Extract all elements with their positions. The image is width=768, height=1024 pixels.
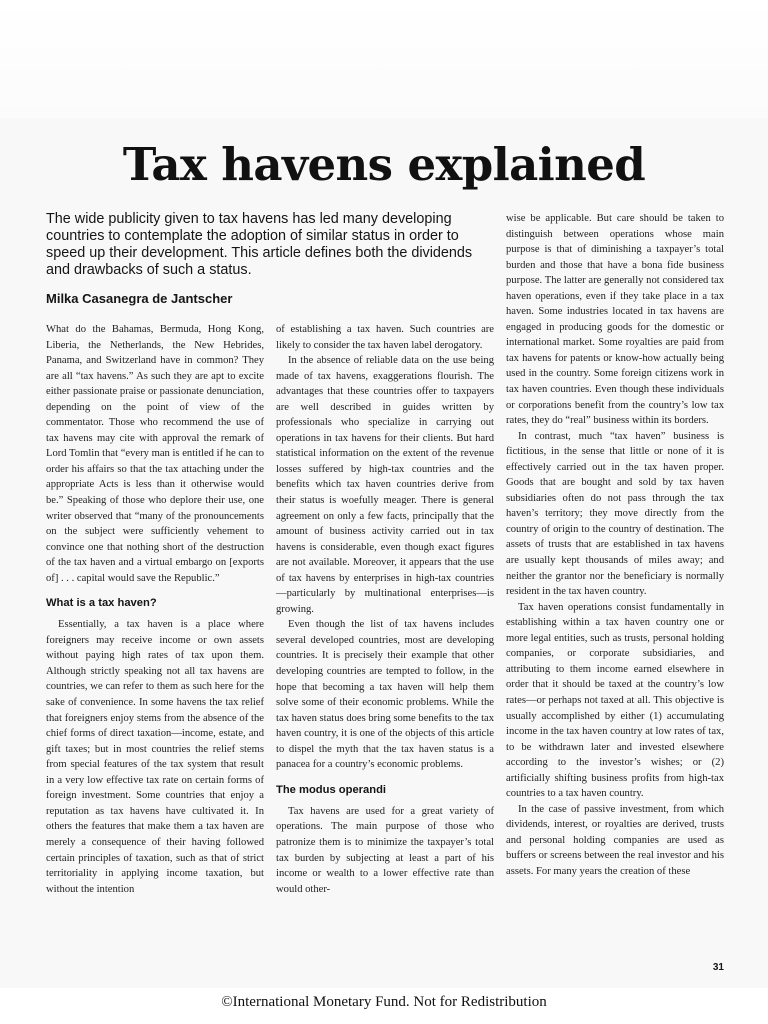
text-column-1 [46, 322, 264, 897]
article-title: Tax havens explained [122, 138, 646, 191]
paragraph: Tax haven operations consist fundamentally in establishing within a tax haven country one or more legal entities, such as trusts, personal holding companies, or corporate subsidiaries, and attributing to them income earned elsewhere in order that it should be taxed at the country’s low rates—or perhaps not taxed at all. This objective is usually accomplished by either (1) accumulating income in the tax haven country at low rates of tax, to be withdrawn later and invested elsewhere according to the investor’s wishes; or (2) artificially shifting business profits from high-tax countries to a tax haven country. [506, 601, 724, 800]
article-author: Milka Casanegra de Jantscher [46, 291, 233, 306]
paragraph: In the case of passive investment, from which dividends, interest, or royalties are derived, trusts and personal holding companies are used as buffers or screens between the real investor and his assets. For many years the creation of these [506, 803, 724, 877]
text-column-3 [506, 211, 724, 880]
text-column-2 [276, 322, 494, 897]
paragraph: of establishing a tax haven. Such countries are likely to consider the tax haven label derogatory. [276, 324, 494, 351]
section-heading-modus-operandi: The modus operandi [276, 783, 387, 796]
paragraph: Essentially, a tax haven is a place where foreigners may receive income or own assets without paying high rates of tax upon them. Although strictly speaking not all tax havens are countries, we can refer to them as such here for the sake of convenience. In some havens the tax relief that foreigners enjoy stems from the absence of the chief forms of direct taxation—income, estate, and gift taxes; but in most countries the relief stems from special features of the tax system that result in a very low effective tax rate on certain forms of foreign investment. Some countries that enjoy a reputation as tax havens have cultivated it. In others the features that make them a tax haven are merely a consequence of their having followed certain principles of taxation, such as that of strict territoriality in applying income taxation, but without the intention [46, 619, 264, 895]
scan-margin-top [0, 0, 768, 118]
page-number: 31 [712, 962, 724, 973]
paragraph: What do the Bahamas, Bermuda, Hong Kong, Liberia, the Netherlands, the New Hebrides, Panama, and Switzerland have in common? They are all “tax havens.” As such they are apt to excite either passionate praise or passionate denunciation, depending on the point of view of the commentator. Those who recommend the use of tax havens may cite with approval the remark of Lord Tomlin that “every man is entitled if he can to order his affairs so that the tax attaching under the appropriate Acts is less than it otherwise would be.” Speaking of those who deplore their use, one writer observed that “many of the pronouncements on the subject were sufficiently vehement to convince one that nothing short of the destruction of the tax haven and a virtual embargo on [exports of] . . . capital would save the Republic.” [46, 324, 264, 584]
paragraph: Tax havens are used for a great variety of operations. The main purpose of those who patronize them is to minimize the taxpayer’s total tax burden by subjecting at least a part of his income or wealth to a lower effective rate than would other- [276, 805, 494, 895]
copyright-footer: ©International Monetary Fund. Not for Redistribution [221, 994, 547, 1010]
paragraph: Even though the list of tax havens includes several developed countries, most are developing countries. It is precisely their example that other developing countries are tempted to follow, in the hope that becoming a tax haven will help them solve some of their economic problems. While the tax haven status does bring some benefits to the tax haven country, it is one of the objects of this article to dispel the myth that the tax haven status is a panacea for a country’s economic problems. [276, 619, 495, 771]
section-heading-what-is-a-tax-haven: What is a tax haven? [46, 597, 157, 610]
article-deck: The wide publicity given to tax havens has led many developing countries to contemplate the adoption of similar status in order to speed up their development. This article defines both the dividends and drawbacks of such a status. [46, 211, 473, 278]
paragraph: wise be applicable. But care should be taken to distinguish between operations whose main purpose is that of diminishing a taxpayer’s total burden and those that have a bona fide business purpose. The latter are generally not considered tax haven operations, even if they take place in a tax haven. Some industries located in tax havens are engaged in producing goods for the domestic or international market. Some royalties are paid from tax havens for patents or know-how actually being used in the country. Some foreign citizens work in tax haven countries. Even though these individuals or corporations benefit from the country’s low tax rates, they do “real” business within its borders. [506, 213, 724, 427]
paragraph: In the absence of reliable data on the use being made of tax havens, exaggerations flourish. The advantages that these countries offer to taxpayers are well described in guides written by professionals who specialize in carrying out operations in tax havens for their clients. But hard statistical information on the extent of the revenue losses suffered by high-tax countries and the benefits which tax haven countries derive from their status is woefully meager. There is general agreement on only a few facts, principally that the amount of business activity carried out in tax havens is considerable, even though exact figures are not available. Moreover, it appears that the use of tax havens by enterprises in high-tax countries—particularly by multinational enterprises—is growing. [276, 355, 494, 615]
paragraph: In contrast, much “tax haven” business is fictitious, in the sense that little or none of it is effectively carried out in the tax haven proper. Goods that are bought and sold by tax haven subsidiaries often do not pass through the tax haven’s territory; they move directly from the country of origin to the country of destination. The assets of trusts that are established in tax havens are usually kept thousands of miles away; and neither the grantor nor the beneficiary is normally resident in the tax haven country. [506, 430, 724, 598]
